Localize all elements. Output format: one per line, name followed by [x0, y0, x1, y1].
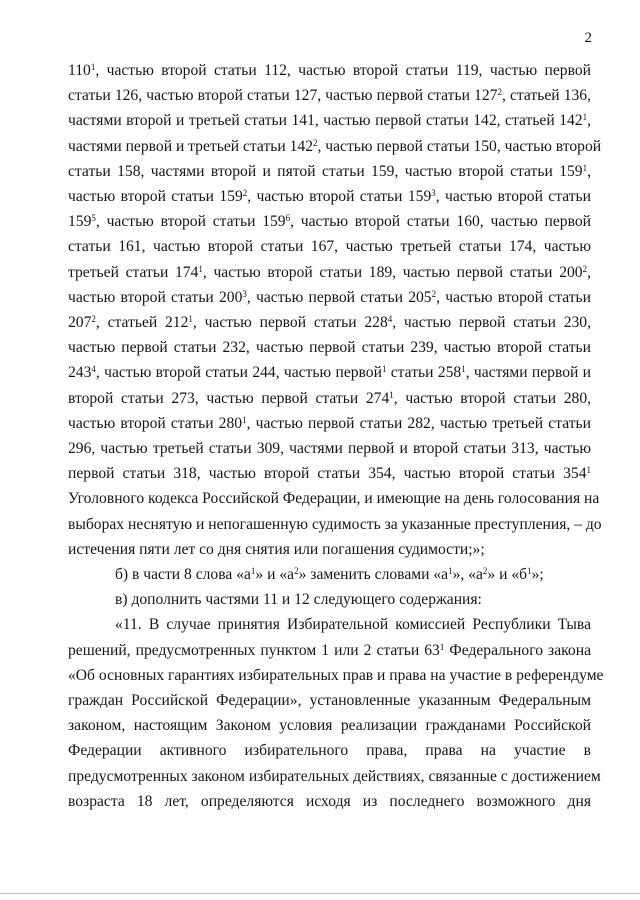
- text-line: статьи 126, частью второй статьи 127, частью первой статьи $127^2$, статьей 136,: [68, 87, 591, 105]
- bottom-edge-line: [0, 893, 640, 894]
- text-line: граждан Российской Федерации», установленные указанным Федеральным: [68, 692, 591, 709]
- text-line: $207^2$, статьей $212^1$, частью первой статьи $228^4$, частью первой статьи 230,: [68, 314, 591, 331]
- text-line: б) в части 8 слова «$а^1$» и «$а^2$» заменить словами «$а^1$», «$а^2$» и «$б^1$»;: [115, 566, 544, 583]
- text-line: решений, предусмотренных пунктом 1 или 2 статьи $63^1$ Федерального закона: [68, 641, 591, 659]
- text-line: статьи 161, частью второй статьи 167, частью третьей статьи 174, частью: [68, 238, 591, 256]
- text-line: частью второй статьи $159^2$, частью второй статьи $159^3$, частью второй статьи: [68, 188, 591, 205]
- text-line: «Об основных гарантиях избирательных прав и права на участие в референдуме: [68, 666, 604, 684]
- text-line: Уголовного кодекса Российской Федерации, и имеющие на день голосования на: [68, 490, 600, 508]
- text-line: частями первой и третьей статьи $142^2$, частью первой статьи 150, частью второй: [68, 137, 602, 155]
- page-number: 2: [584, 30, 592, 46]
- text-line: истечения пяти лет со дня снятия или погашения судимости;»;: [68, 540, 485, 558]
- text-line: возраста 18 лет, определяются исходя из последнего возможного дня: [68, 792, 591, 810]
- text-line: $243^4$, частью второй статьи 244, частью первой$^1$ статьи $258^1$, частями первой и: [68, 364, 591, 382]
- text-line: $159^5$, частью второй статьи $159^6$, частью второй статьи 160, частью первой: [68, 213, 591, 231]
- text-line: частью второй статьи $280^1$, частью первой статьи 282, частью третьей статьи: [68, 414, 591, 432]
- text-line: выборах неснятую и непогашенную судимость за указанные преступления, – до: [68, 515, 602, 533]
- text-line: статьи 158, частями второй и пятой статьи 159, частью второй статьи $159^1$,: [68, 162, 591, 180]
- text-line: частью первой статьи 232, частью первой статьи 239, частью второй статьи: [68, 339, 591, 357]
- text-line: частями второй и третьей статьи 141, частью первой статьи 142, статьей $142^1$,: [68, 112, 591, 130]
- text-line: первой статьи 318, частью второй статьи 354, частью второй статьи $354^1$: [68, 465, 591, 483]
- text-line: второй статьи 273, частью первой статьи $274^1$, частью второй статьи 280,: [68, 389, 592, 407]
- text-line: частью второй статьи $200^3$, частью первой статьи $205^2$, частью второй статьи: [68, 288, 592, 306]
- text-line: третьей статьи $174^1$, частью второй статьи 189, частью первой статьи $200^2$,: [68, 263, 591, 281]
- text-line: 296, частью третьей статьи 309, частями первой и второй статьи 313, частью: [68, 440, 591, 457]
- text-line: $110^1$, частью второй статьи 112, частью второй статьи 119, частью первой: [68, 62, 591, 79]
- text-line: Федерации активного избирательного права, права на участие в: [68, 742, 591, 760]
- text-line: в) дополнить частями 11 и 12 следующего содержания:: [115, 591, 482, 609]
- text-line: предусмотренных законом избирательных действиях, связанные с достижением: [68, 767, 601, 785]
- text-line: «11. В случае принятия Избирательной комиссией Республики Тыва: [115, 616, 591, 634]
- text-line: законом, настоящим Законом условия реализации гражданами Российской: [68, 717, 591, 735]
